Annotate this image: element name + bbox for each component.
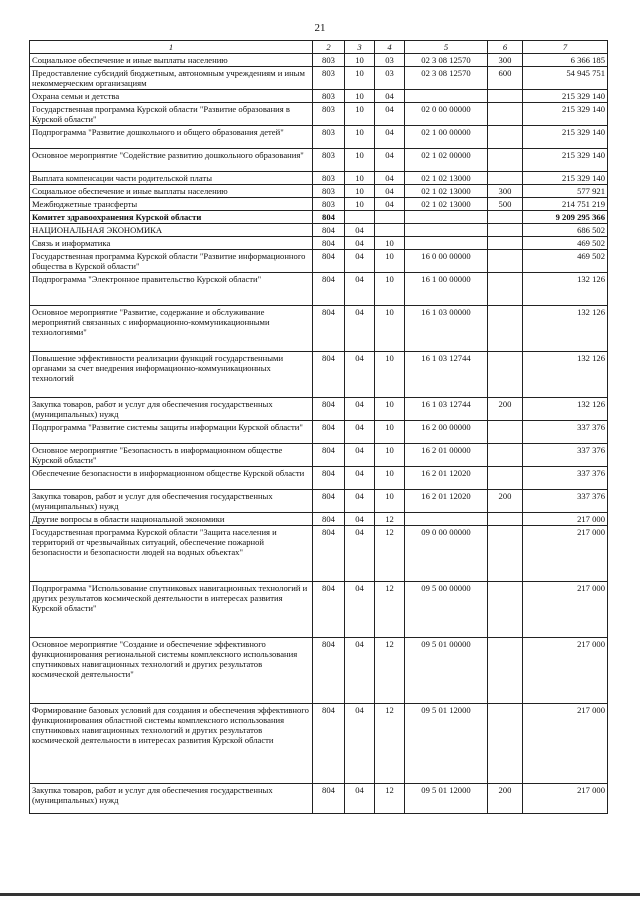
- row-name-cell: Подпрограмма "Использование спутниковых навигационных технологий и других результатов космической деятельности в интересах развития Курской области": [30, 582, 313, 638]
- row-c6-cell: [488, 172, 523, 185]
- row-c5-cell: 02 3 08 12570: [405, 54, 488, 67]
- row-c7-cell: 217 000: [523, 582, 608, 638]
- row-name-cell: Социальное обеспечение и иные выплаты населению: [30, 185, 313, 198]
- row-c3-cell: 04: [345, 784, 375, 814]
- row-c5-cell: 02 1 00 00000: [405, 126, 488, 149]
- table-row: [30, 444, 608, 467]
- row-c4-cell: 10: [375, 250, 405, 273]
- row-c7-cell: 6 366 185: [523, 54, 608, 67]
- row-c7-cell: 217 000: [523, 638, 608, 704]
- row-c2-cell: 804: [313, 273, 345, 306]
- row-c6-cell: [488, 352, 523, 398]
- row-c5-cell: 16 1 00 00000: [405, 273, 488, 306]
- row-c7-cell: 215 329 140: [523, 149, 608, 172]
- row-c6-cell: [488, 444, 523, 467]
- row-c7-cell: 9 209 295 366: [523, 211, 608, 224]
- row-c2-cell: 803: [313, 103, 345, 126]
- row-c2-cell: 803: [313, 149, 345, 172]
- row-name-cell: Закупка товаров, работ и услуг для обеспечения государственных (муниципальных) нужд: [30, 398, 313, 421]
- row-name-cell: Основное мероприятие "Безопасность в информационном обществе Курской области": [30, 444, 313, 467]
- header-cell: 4: [375, 41, 405, 54]
- table-row: [30, 306, 608, 352]
- row-c7-cell: 215 329 140: [523, 103, 608, 126]
- row-c3-cell: 04: [345, 250, 375, 273]
- row-name-cell: Охрана семьи и детства: [30, 90, 313, 103]
- row-c2-cell: 804: [313, 513, 345, 526]
- table-row: [30, 273, 608, 306]
- row-c3-cell: 04: [345, 526, 375, 582]
- row-c7-cell: 214 751 219: [523, 198, 608, 211]
- row-c4-cell: 04: [375, 172, 405, 185]
- row-c4-cell: 12: [375, 582, 405, 638]
- row-c3-cell: 04: [345, 421, 375, 444]
- row-c3-cell: 04: [345, 638, 375, 704]
- row-c4-cell: 03: [375, 54, 405, 67]
- row-c7-cell: 132 126: [523, 306, 608, 352]
- row-name-cell: Межбюджетные трансферты: [30, 198, 313, 211]
- row-c5-cell: 02 1 02 00000: [405, 149, 488, 172]
- row-c2-cell: 804: [313, 237, 345, 250]
- row-c4-cell: 10: [375, 352, 405, 398]
- row-c2-cell: 803: [313, 54, 345, 67]
- row-c6-cell: [488, 638, 523, 704]
- row-c3-cell: 04: [345, 582, 375, 638]
- table-row: [30, 513, 608, 526]
- header-cell: 5: [405, 41, 488, 54]
- row-c6-cell: [488, 224, 523, 237]
- row-c5-cell: 16 2 01 12020: [405, 467, 488, 490]
- table-row: [30, 54, 608, 67]
- row-c4-cell: 10: [375, 306, 405, 352]
- table-row: [30, 149, 608, 172]
- row-name-cell: Основное мероприятие "Содействие развитию дошкольного образования": [30, 149, 313, 172]
- table-row: [30, 704, 608, 784]
- row-c6-cell: [488, 582, 523, 638]
- row-c7-cell: 337 376: [523, 467, 608, 490]
- table-row: [30, 467, 608, 490]
- row-c6-cell: [488, 149, 523, 172]
- row-name-cell: Повышение эффективности реализации функций государственными органами за счет внедрения информационно-коммуникационных технологий: [30, 352, 313, 398]
- row-c7-cell: 217 000: [523, 784, 608, 814]
- row-c3-cell: 04: [345, 306, 375, 352]
- row-c4-cell: 10: [375, 398, 405, 421]
- row-c4-cell: 10: [375, 421, 405, 444]
- row-c6-cell: 500: [488, 198, 523, 211]
- row-c6-cell: [488, 211, 523, 224]
- row-c4-cell: 10: [375, 444, 405, 467]
- row-c7-cell: 132 126: [523, 273, 608, 306]
- table-row: [30, 526, 608, 582]
- table-row: [30, 237, 608, 250]
- row-c6-cell: [488, 513, 523, 526]
- table-row: [30, 67, 608, 90]
- row-c4-cell: 10: [375, 467, 405, 490]
- row-name-cell: НАЦИОНАЛЬНАЯ ЭКОНОМИКА: [30, 224, 313, 237]
- row-c7-cell: 132 126: [523, 398, 608, 421]
- table-row: [30, 638, 608, 704]
- row-c2-cell: 803: [313, 198, 345, 211]
- table-row: [30, 582, 608, 638]
- row-c4-cell: 12: [375, 704, 405, 784]
- header-cell: 1: [30, 41, 313, 54]
- row-name-cell: Обеспечение безопасности в информационном обществе Курской области: [30, 467, 313, 490]
- row-c3-cell: 10: [345, 172, 375, 185]
- row-c4-cell: 04: [375, 185, 405, 198]
- row-c7-cell: 217 000: [523, 704, 608, 784]
- row-c4-cell: 12: [375, 784, 405, 814]
- row-name-cell: Другие вопросы в области национальной экономики: [30, 513, 313, 526]
- row-c4-cell: 10: [375, 237, 405, 250]
- table-row: [30, 126, 608, 149]
- row-c7-cell: 337 376: [523, 444, 608, 467]
- row-c3-cell: 04: [345, 273, 375, 306]
- row-c5-cell: 02 0 00 00000: [405, 103, 488, 126]
- row-c2-cell: 804: [313, 224, 345, 237]
- table-row: [30, 784, 608, 814]
- row-c2-cell: 804: [313, 250, 345, 273]
- row-c5-cell: 16 2 01 12020: [405, 490, 488, 513]
- row-c2-cell: 803: [313, 172, 345, 185]
- row-c7-cell: 217 000: [523, 513, 608, 526]
- row-c3-cell: 10: [345, 67, 375, 90]
- row-c3-cell: 10: [345, 198, 375, 211]
- row-c5-cell: 02 3 08 12570: [405, 67, 488, 90]
- row-c5-cell: 09 0 00 00000: [405, 526, 488, 582]
- row-c6-cell: 200: [488, 490, 523, 513]
- row-c7-cell: 686 502: [523, 224, 608, 237]
- row-name-cell: Предоставление субсидий бюджетным, автономным учреждениям и иным некоммерческим организациям: [30, 67, 313, 90]
- bottom-divider: [0, 893, 640, 896]
- row-c5-cell: 16 1 03 12744: [405, 398, 488, 421]
- row-c7-cell: 469 502: [523, 250, 608, 273]
- row-c4-cell: 03: [375, 67, 405, 90]
- row-name-cell: Социальное обеспечение и иные выплаты населению: [30, 54, 313, 67]
- row-c2-cell: 803: [313, 126, 345, 149]
- table-row: [30, 198, 608, 211]
- row-name-cell: Закупка товаров, работ и услуг для обеспечения государственных (муниципальных) нужд: [30, 490, 313, 513]
- row-c3-cell: 04: [345, 444, 375, 467]
- row-name-cell: Выплата компенсации части родительской платы: [30, 172, 313, 185]
- row-c3-cell: 04: [345, 467, 375, 490]
- row-c2-cell: 803: [313, 185, 345, 198]
- row-c7-cell: 217 000: [523, 526, 608, 582]
- row-c6-cell: [488, 273, 523, 306]
- row-c3-cell: 04: [345, 237, 375, 250]
- table-row: [30, 172, 608, 185]
- row-c7-cell: 54 945 751: [523, 67, 608, 90]
- row-c6-cell: [488, 306, 523, 352]
- row-c2-cell: 803: [313, 90, 345, 103]
- table-row: [30, 250, 608, 273]
- row-c6-cell: [488, 126, 523, 149]
- row-c6-cell: [488, 250, 523, 273]
- row-c3-cell: 10: [345, 54, 375, 67]
- row-name-cell: Государственная программа Курской области "Развитие информационного общества в Курской области": [30, 250, 313, 273]
- row-c5-cell: 02 1 02 13000: [405, 172, 488, 185]
- page-number: 21: [314, 22, 326, 34]
- row-c5-cell: 09 5 00 00000: [405, 582, 488, 638]
- row-c6-cell: [488, 526, 523, 582]
- row-c3-cell: 04: [345, 704, 375, 784]
- row-c4-cell: [375, 211, 405, 224]
- table-row: [30, 490, 608, 513]
- row-c6-cell: 200: [488, 784, 523, 814]
- row-c5-cell: [405, 513, 488, 526]
- header-cell: 3: [345, 41, 375, 54]
- row-c6-cell: 600: [488, 67, 523, 90]
- row-c5-cell: [405, 90, 488, 103]
- row-name-cell: Комитет здравоохранения Курской области: [30, 211, 313, 224]
- row-c2-cell: 804: [313, 421, 345, 444]
- row-c4-cell: 10: [375, 273, 405, 306]
- row-c2-cell: 804: [313, 704, 345, 784]
- row-c3-cell: 04: [345, 490, 375, 513]
- row-c6-cell: [488, 421, 523, 444]
- row-c4-cell: 04: [375, 126, 405, 149]
- row-c4-cell: 12: [375, 513, 405, 526]
- row-name-cell: Подпрограмма "Электронное правительство Курской области": [30, 273, 313, 306]
- row-c5-cell: 02 1 02 13000: [405, 185, 488, 198]
- row-c3-cell: 10: [345, 90, 375, 103]
- table-row: [30, 90, 608, 103]
- table-row: [30, 398, 608, 421]
- row-c3-cell: 04: [345, 352, 375, 398]
- row-c2-cell: 804: [313, 352, 345, 398]
- row-c5-cell: 09 5 01 00000: [405, 638, 488, 704]
- row-c2-cell: 804: [313, 306, 345, 352]
- row-c2-cell: 804: [313, 784, 345, 814]
- row-c4-cell: 12: [375, 526, 405, 582]
- table-row: [30, 103, 608, 126]
- row-c4-cell: 10: [375, 490, 405, 513]
- row-c2-cell: 804: [313, 398, 345, 421]
- row-name-cell: Государственная программа Курской области "Развитие образования в Курской области": [30, 103, 313, 126]
- header-cell: 2: [313, 41, 345, 54]
- row-c7-cell: 337 376: [523, 421, 608, 444]
- row-c5-cell: 16 0 00 00000: [405, 250, 488, 273]
- row-c4-cell: [375, 224, 405, 237]
- row-c3-cell: 10: [345, 103, 375, 126]
- row-c2-cell: 804: [313, 638, 345, 704]
- row-c5-cell: 16 1 03 00000: [405, 306, 488, 352]
- row-c5-cell: 09 5 01 12000: [405, 704, 488, 784]
- table-row: [30, 185, 608, 198]
- row-c5-cell: 16 1 03 12744: [405, 352, 488, 398]
- row-c2-cell: 804: [313, 582, 345, 638]
- row-c6-cell: [488, 704, 523, 784]
- row-name-cell: Государственная программа Курской области "Защита населения и территорий от чрезвычайных ситуаций, обеспечение пожарной безопасности и безопасности людей на водных объектах": [30, 526, 313, 582]
- row-c4-cell: 12: [375, 638, 405, 704]
- row-c7-cell: 132 126: [523, 352, 608, 398]
- row-c4-cell: 04: [375, 149, 405, 172]
- row-c4-cell: 04: [375, 198, 405, 211]
- row-c5-cell: [405, 224, 488, 237]
- row-c6-cell: [488, 237, 523, 250]
- row-c2-cell: 804: [313, 211, 345, 224]
- row-c3-cell: 10: [345, 149, 375, 172]
- row-c6-cell: 300: [488, 185, 523, 198]
- row-name-cell: Закупка товаров, работ и услуг для обеспечения государственных (муниципальных) нужд: [30, 784, 313, 814]
- row-name-cell: Подпрограмма "Развитие дошкольного и общего образования детей": [30, 126, 313, 149]
- row-name-cell: Основное мероприятие "Создание и обеспечение эффективного функционирования региональной системы комплексного использования спутниковых навигационных технологий и других результатов космической деятельности": [30, 638, 313, 704]
- table-row: [30, 224, 608, 237]
- row-c2-cell: 804: [313, 490, 345, 513]
- header-cell: 7: [523, 41, 608, 54]
- row-c5-cell: 09 5 01 12000: [405, 784, 488, 814]
- row-c3-cell: 04: [345, 224, 375, 237]
- row-c6-cell: 200: [488, 398, 523, 421]
- row-c7-cell: 337 376: [523, 490, 608, 513]
- row-c3-cell: 10: [345, 126, 375, 149]
- row-name-cell: Формирование базовых условий для создания и обеспечения эффективного функционирования областной системы комплексного использования спутниковых навигационных технологий и других результатов космической деятельности в интересах развития Курской области: [30, 704, 313, 784]
- table-row: [30, 421, 608, 444]
- row-c3-cell: 04: [345, 513, 375, 526]
- row-c4-cell: 04: [375, 103, 405, 126]
- row-c6-cell: [488, 103, 523, 126]
- row-c7-cell: 215 329 140: [523, 172, 608, 185]
- row-c5-cell: 02 1 02 13000: [405, 198, 488, 211]
- row-c7-cell: 577 921: [523, 185, 608, 198]
- row-c2-cell: 804: [313, 444, 345, 467]
- row-c5-cell: [405, 237, 488, 250]
- row-c3-cell: [345, 211, 375, 224]
- table-body: [30, 54, 608, 814]
- row-c2-cell: 804: [313, 526, 345, 582]
- row-c2-cell: 804: [313, 467, 345, 490]
- header-cell: 6: [488, 41, 523, 54]
- table-row: [30, 352, 608, 398]
- row-name-cell: Основное мероприятие "Развитие, содержание и обслуживание мероприятий связанных с информационно-коммуникационными технологиями": [30, 306, 313, 352]
- row-c3-cell: 10: [345, 185, 375, 198]
- row-c6-cell: [488, 90, 523, 103]
- budget-table: [29, 40, 608, 814]
- row-c7-cell: 469 502: [523, 237, 608, 250]
- row-c7-cell: 215 329 140: [523, 90, 608, 103]
- row-c7-cell: 215 329 140: [523, 126, 608, 149]
- row-c5-cell: [405, 211, 488, 224]
- row-name-cell: Подпрограмма "Развитие системы защиты информации Курской области": [30, 421, 313, 444]
- table-header-row: [30, 41, 608, 54]
- row-c6-cell: [488, 467, 523, 490]
- table-row: [30, 211, 608, 224]
- row-c6-cell: 300: [488, 54, 523, 67]
- row-c4-cell: 04: [375, 90, 405, 103]
- row-c3-cell: 04: [345, 398, 375, 421]
- row-c2-cell: 803: [313, 67, 345, 90]
- row-c5-cell: 16 2 00 00000: [405, 421, 488, 444]
- row-name-cell: Связь и информатика: [30, 237, 313, 250]
- row-c5-cell: 16 2 01 00000: [405, 444, 488, 467]
